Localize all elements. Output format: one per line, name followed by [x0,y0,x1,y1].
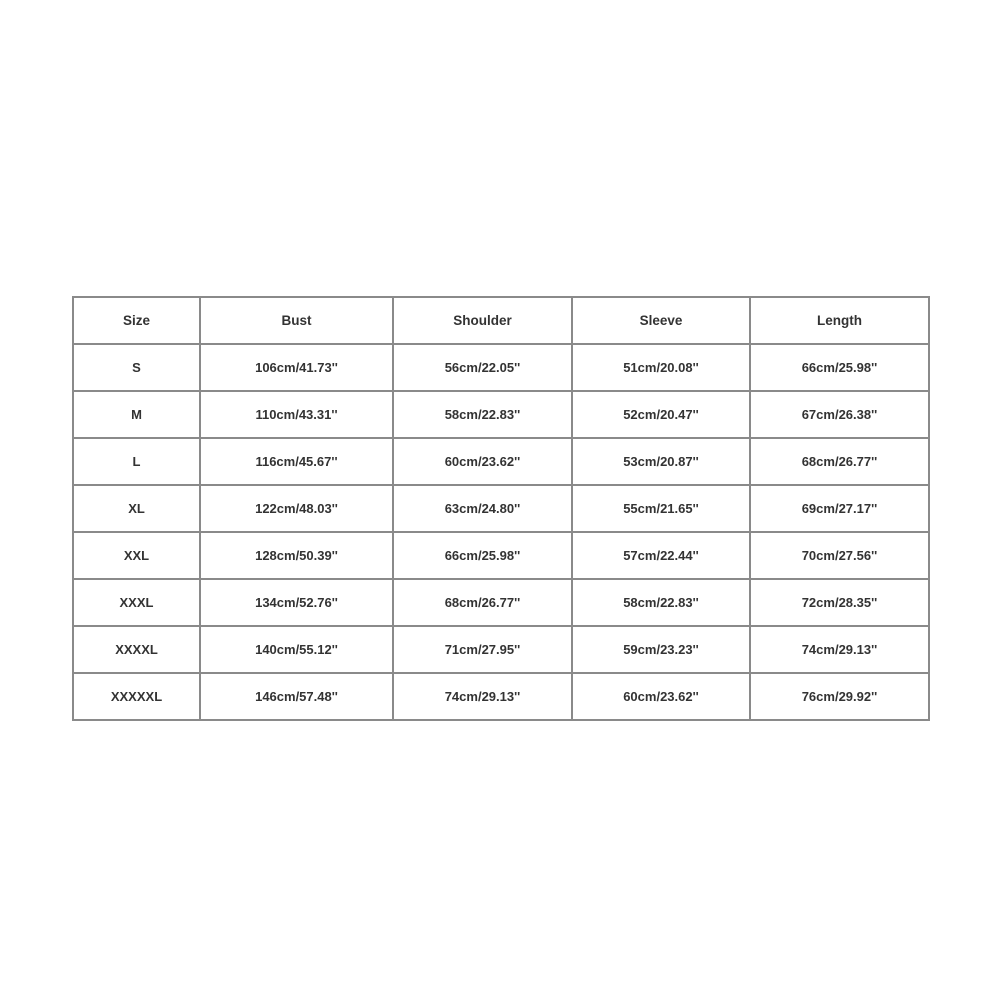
cell-size: L [73,438,200,485]
cell-shoulder: 60cm/23.62'' [393,438,572,485]
cell-size: XXXXXL [73,673,200,720]
cell-length: 68cm/26.77'' [750,438,929,485]
cell-sleeve: 60cm/23.62'' [572,673,750,720]
header-size: Size [73,297,200,344]
cell-length: 67cm/26.38'' [750,391,929,438]
table-row [73,438,929,485]
cell-size: M [73,391,200,438]
table-row [73,485,929,532]
size-chart-table [72,296,930,721]
cell-shoulder: 58cm/22.83'' [393,391,572,438]
table-row [73,532,929,579]
table-body [73,344,929,720]
cell-shoulder: 71cm/27.95'' [393,626,572,673]
header-sleeve: Sleeve [572,297,750,344]
table-row [73,673,929,720]
header-length: Length [750,297,929,344]
cell-size: XXXXL [73,626,200,673]
table-row [73,344,929,391]
cell-size: XXXL [73,579,200,626]
cell-bust: 134cm/52.76'' [200,579,393,626]
table-row [73,391,929,438]
cell-bust: 122cm/48.03'' [200,485,393,532]
cell-bust: 146cm/57.48'' [200,673,393,720]
cell-size: S [73,344,200,391]
cell-sleeve: 52cm/20.47'' [572,391,750,438]
cell-sleeve: 53cm/20.87'' [572,438,750,485]
cell-sleeve: 58cm/22.83'' [572,579,750,626]
cell-length: 76cm/29.92'' [750,673,929,720]
cell-sleeve: 55cm/21.65'' [572,485,750,532]
cell-shoulder: 63cm/24.80'' [393,485,572,532]
cell-length: 70cm/27.56'' [750,532,929,579]
cell-shoulder: 74cm/29.13'' [393,673,572,720]
table-row [73,626,929,673]
cell-length: 66cm/25.98'' [750,344,929,391]
cell-size: XXL [73,532,200,579]
cell-bust: 116cm/45.67'' [200,438,393,485]
cell-shoulder: 66cm/25.98'' [393,532,572,579]
cell-bust: 106cm/41.73'' [200,344,393,391]
cell-bust: 110cm/43.31'' [200,391,393,438]
cell-sleeve: 51cm/20.08'' [572,344,750,391]
cell-bust: 128cm/50.39'' [200,532,393,579]
cell-bust: 140cm/55.12'' [200,626,393,673]
table-row [73,579,929,626]
header-shoulder: Shoulder [393,297,572,344]
cell-shoulder: 68cm/26.77'' [393,579,572,626]
cell-sleeve: 57cm/22.44'' [572,532,750,579]
header-row [73,297,929,344]
cell-length: 72cm/28.35'' [750,579,929,626]
cell-size: XL [73,485,200,532]
cell-length: 69cm/27.17'' [750,485,929,532]
cell-shoulder: 56cm/22.05'' [393,344,572,391]
cell-length: 74cm/29.13'' [750,626,929,673]
table-header [73,297,929,344]
header-bust: Bust [200,297,393,344]
cell-sleeve: 59cm/23.23'' [572,626,750,673]
